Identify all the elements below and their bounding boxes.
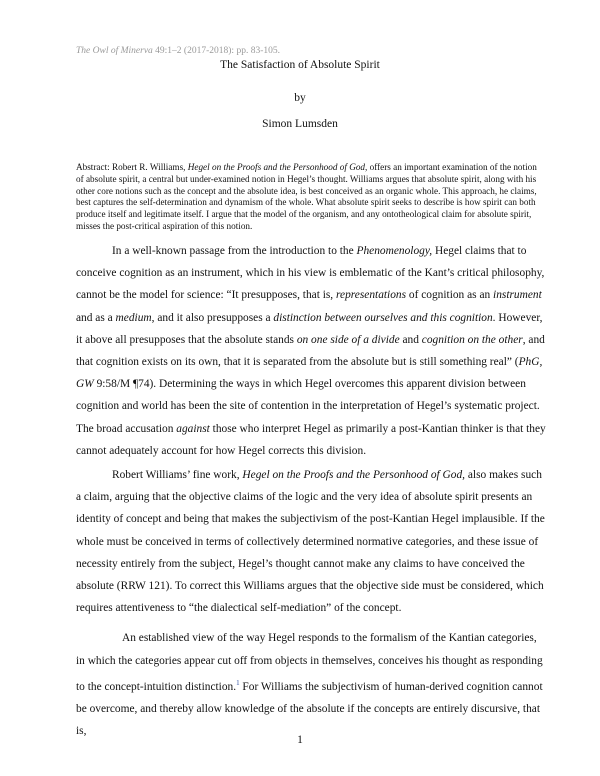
text-run-italic: distinction between ourselves and this cognition bbox=[273, 311, 493, 324]
text-run: In a well-known passage from the introduction to the bbox=[112, 245, 357, 257]
text-run: Hegel claims that to conceive cognition as an instrument, which in his view is emblematic of the Kant’s critical philosophy, cannot be the model for science: “It presupposes, that is, bbox=[76, 245, 545, 302]
text-run: and bbox=[399, 333, 422, 346]
text-run-italic: Hegel on the Proofs and the Personhood of God, bbox=[242, 469, 466, 482]
text-run-italic: cognition on the other bbox=[421, 333, 523, 346]
paragraph-3 bbox=[76, 627, 548, 742]
text-run: also makes such a claim, arguing that the objective claims of the logic and the very idea of absolute spirit presents an identity of concept and being that makes the subjectivism of the post-Kantian Hegel implausible. If the whole must be conceived in terms of collectively determined normative categories, and these issue of necessity entirely from the subject, Hegel’s thought cannot make any claims to have conceived the absolute (RRW 121). To correct this Williams argues that the objective side must be considered, which requires attentiveness to “the dialectical self-mediation” of the concept. bbox=[76, 469, 545, 615]
text-run-italic: PhG, GW bbox=[76, 356, 543, 391]
text-run: and as a bbox=[76, 311, 116, 324]
text-run-italic: on one side of a divide bbox=[296, 333, 400, 346]
text-run-italic: representations bbox=[336, 289, 407, 302]
text-run: , and it also presupposes a bbox=[151, 311, 274, 324]
abstract bbox=[76, 162, 546, 233]
paper-title: The Satisfaction of Absolute Spirit bbox=[220, 59, 380, 71]
page-number: 1 bbox=[297, 734, 303, 746]
abstract-text: offers an important examination of the notion of absolute spirit, a central but under-examined notion in Hegel’s thought. Williams argues that absolute spirit, along with his other core notions such as the concept and the absolute idea, is best conceived as an organic whole. This approach, he claims, best captures the self-determination and dynamism of the whole. What absolute spirit seeks to describe is how spirit can both produce itself and legitimate itself. I argue that the model of the organism, and any ontotheological claim for absolute spirit, misses the post-critical aspiration of this notion. bbox=[76, 162, 537, 231]
abstract-text: Abstract: Robert R. Williams, bbox=[76, 162, 188, 172]
body-text bbox=[76, 240, 548, 742]
text-run-italic: against bbox=[176, 422, 210, 435]
text-run-italic: instrument bbox=[493, 289, 542, 302]
text-run: , and that cognition exists on its own, that it is separated from the absolute but is still something real” ( bbox=[76, 333, 545, 369]
paragraph-2 bbox=[76, 464, 548, 619]
journal-citation bbox=[76, 46, 280, 56]
text-run: Robert Williams’ fine work, bbox=[112, 469, 243, 482]
text-run: . However, it above all presupposes that the absolute stands bbox=[76, 311, 543, 346]
text-run: An established view of the way Hegel responds to the formalism of the Kantian categories, in which the categories appear cut off from objects in themselves, conceives his thought as responding to the concept-intuition distinction. bbox=[76, 632, 543, 693]
author-name: Simon Lumsden bbox=[262, 118, 338, 130]
journal-name: The Owl of Minerva bbox=[76, 46, 153, 56]
citation-details: 49:1–2 (2017-2018): pp. 83-105. bbox=[152, 46, 280, 56]
text-run: those who interpret Hegel as primarily a post-Kantian thinker is that they cannot adequately account for how Hegel corrects this division. bbox=[76, 422, 546, 457]
text-run: For Williams the subjectivism of human-derived cognition cannot be overcome, and thereby allow knowledge of the absolute if the concepts are entirely discursive, that is, bbox=[76, 680, 543, 738]
byline: by bbox=[294, 92, 306, 104]
abstract-book-title: Hegel on the Proofs and the Personhood of God, bbox=[187, 162, 368, 172]
footnote-link[interactable]: 1 bbox=[236, 678, 240, 687]
text-run-italic: medium bbox=[115, 311, 152, 324]
paragraph-1 bbox=[76, 240, 548, 462]
text-run: of cognition as an bbox=[406, 289, 494, 302]
text-run: 9:58/M ¶74). Determining the ways in which Hegel overcomes this apparent division between cognition and world has been the site of contention in the interpretation of Hegel’s systematic project. The broad accusation bbox=[76, 378, 540, 435]
text-run-italic: Phenomenology, bbox=[356, 245, 433, 257]
